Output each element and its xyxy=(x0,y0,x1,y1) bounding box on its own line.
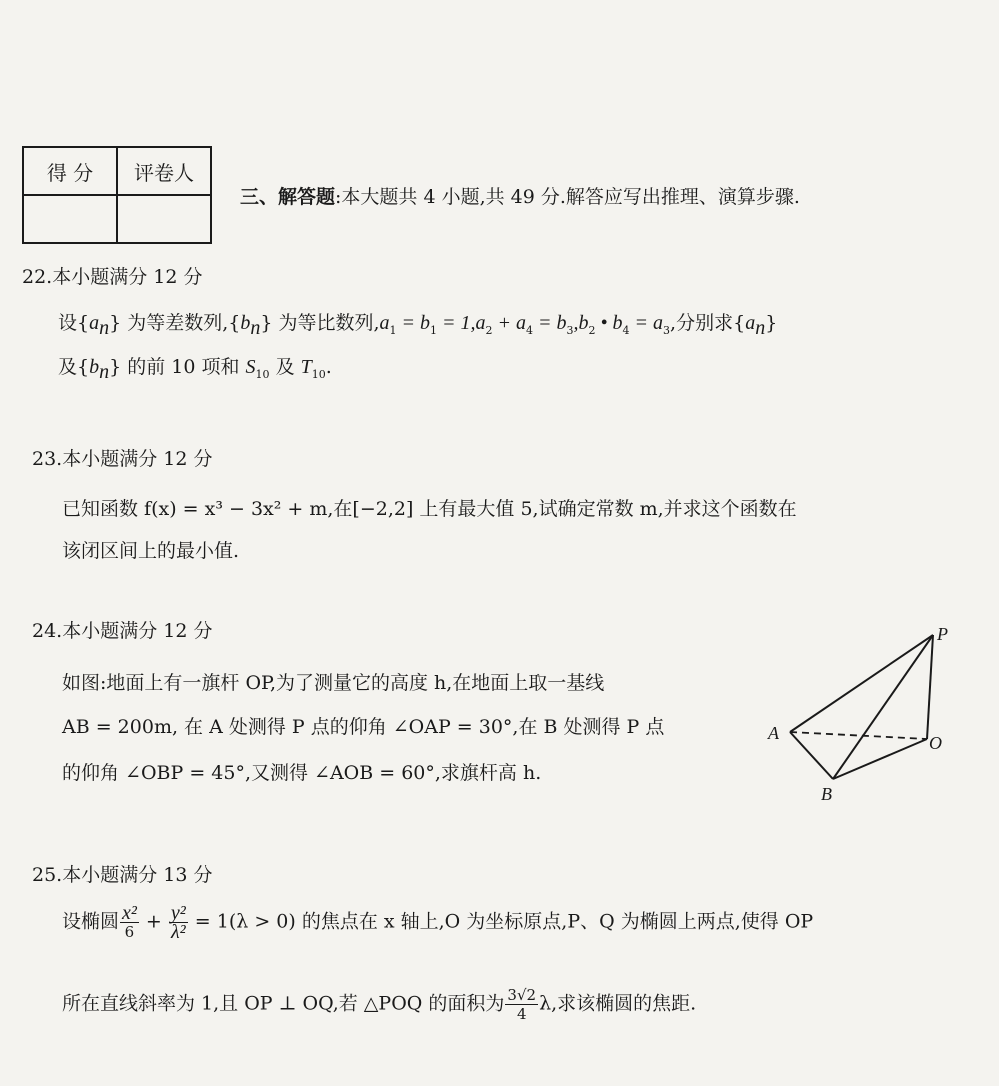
score-header: 得 分 xyxy=(23,147,117,195)
line-PO xyxy=(927,635,933,739)
grader-header: 评卷人 xyxy=(117,147,211,195)
score-cell xyxy=(23,195,117,243)
q25-title: 25.本小题满分 13 分 xyxy=(32,864,213,886)
q25-line2: 所在直线斜率为 1,且 OP ⊥ OQ,若 △POQ 的面积为 $\frac{3√2}{4}$ λ,求该椭圆的焦距. xyxy=(62,986,697,1023)
q24-line1: 如图:地面上有一旗杆 OP,为了测量它的高度 h,在地面上取一基线 xyxy=(62,672,605,694)
q22-line1: 设$\{a_n\}$ 为等差数列$,\{b_n\}$ 为等比数列$,a_1 = b_1 = 1,a_2 + a_4 = b_3,b_2$ • $b_4 = a_3$,分别求$\{a_n\}$ xyxy=(58,312,778,339)
line-AO-dashed xyxy=(790,732,927,739)
label-O: O xyxy=(929,733,942,753)
score-box xyxy=(22,146,212,244)
q23-title: 23.本小题满分 12 分 xyxy=(32,448,213,470)
section-label: 三、解答题 xyxy=(240,186,336,208)
grader-cell xyxy=(117,195,211,243)
q22-title: 22.本小题满分 12 分 xyxy=(22,266,203,288)
q24-line2: AB = 200m, 在 A 处测得 P 点的仰角 ∠OAP = 30°,在 B 处测得 P 点 xyxy=(62,716,665,738)
label-P: P xyxy=(937,624,948,644)
line-AB xyxy=(790,732,833,779)
q23-line1: 已知函数 f(x) = x³ − 3x² + m,在[−2,2] 上有最大值 5,试确定常数 m,并求这个函数在 xyxy=(62,498,797,520)
q25-line1: 设椭圆 $\frac{\text{x²}}{6}$ + $\frac{\text{y²}}{\text{λ²}}$ = 1(λ > 0) 的焦点在 x 轴上,O 为坐标原点,P、Q 为椭圆上两点,使得 OP xyxy=(62,902,814,943)
fraction-x2-over-6: $\frac{\text{x²}}{6}$ xyxy=(122,902,137,941)
label-B: B xyxy=(821,784,832,804)
label-A: A xyxy=(768,723,779,743)
section-heading xyxy=(240,182,800,209)
q24-title: 24.本小题满分 12 分 xyxy=(32,620,213,642)
q23-line2: 该闭区间上的最小值. xyxy=(62,540,240,562)
line-AP xyxy=(790,635,933,732)
q22-line2: 及$\{b_n\}$ 的前 10 项和 $S_{10}$ 及 $T_{10}$. xyxy=(58,356,332,383)
section-instructions: :本大题共 4 小题,共 49 分.解答应写出推理、演算步骤. xyxy=(335,186,800,208)
fraction-y2-over-lambda2: $\frac{\text{y²}}{\text{λ²}}$ xyxy=(170,902,186,943)
flagpole-diagram xyxy=(765,622,965,807)
q24-line3: 的仰角 ∠OBP = 45°,又测得 ∠AOB = 60°,求旗杆高 h. xyxy=(62,762,542,784)
fraction-area: $\frac{3√2}{4}$ xyxy=(507,986,537,1023)
